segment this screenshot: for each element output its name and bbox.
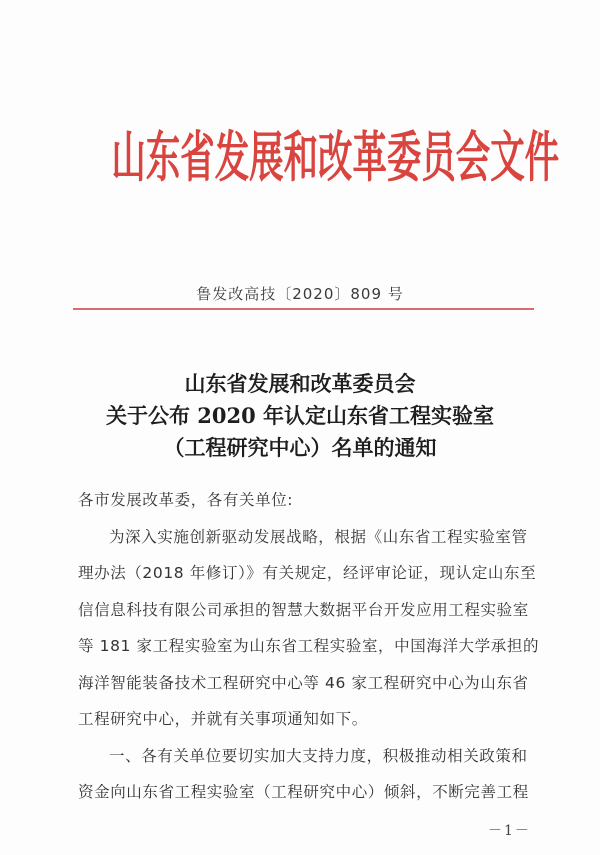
salutation: 各市发展改革委，各有关单位:	[78, 491, 294, 509]
body-line: 一、各有关单位要切实加大支持力度，积极推动相关政策和	[109, 746, 528, 765]
notice-title-line-1: 山东省发展和改革委员会	[184, 371, 416, 396]
document-header-title: 山东省发展和改革委员会文件	[111, 125, 560, 190]
notice-title-line-3: （工程研究中心）名单的通知	[163, 435, 437, 460]
body-line: 海洋智能装备技术工程研究中心等 46 家工程研究中心为山东省	[78, 673, 529, 692]
body-line: 理办法（2018 年修订）》有关规定，经评审论证，现认定山东至	[78, 564, 537, 582]
notice-title	[60, 368, 540, 464]
red-separator-line	[73, 308, 534, 310]
document-number: 鲁发改高技〔2020〕809 号	[196, 285, 404, 303]
notice-title-line-2: 关于公布 2020 年认定山东省工程实验室	[105, 403, 495, 428]
page-number: －1－	[488, 823, 531, 839]
document-body	[78, 482, 548, 811]
body-line: 为深入实施创新驱动发展战略，根据《山东省工程实验室管	[109, 527, 528, 546]
body-line: 工程研究中心，并就有关事项通知如下。	[78, 710, 368, 728]
body-line: 信信息科技有限公司承担的智慧大数据平台开发应用工程实验室	[78, 600, 529, 619]
body-line: 等 181 家工程实验室为山东省工程实验室，中国海洋大学承担的	[78, 637, 540, 655]
body-line: 资金向山东省工程实验室（工程研究中心）倾斜，不断完善工程	[78, 783, 529, 801]
